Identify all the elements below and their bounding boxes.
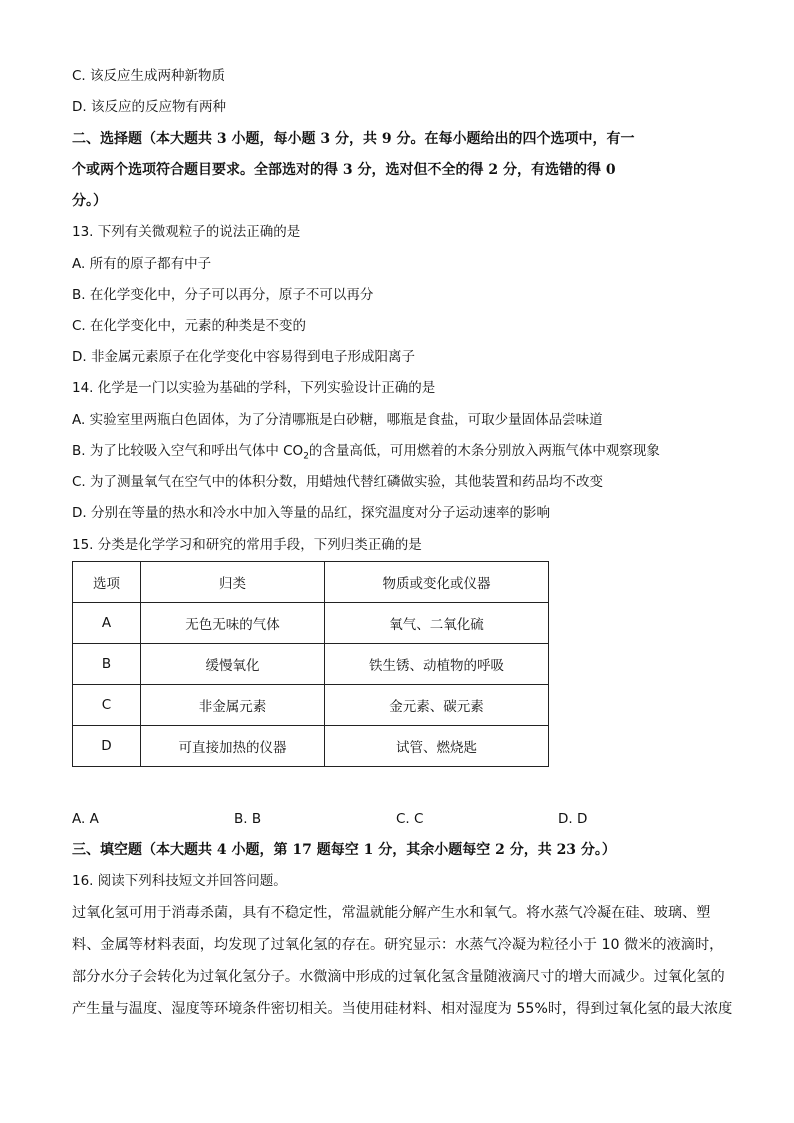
section2-heading-line1: 二、选择题（本大题共 3 小题，每小题 3 分，共 9 分。在每小题给出的四个选项中，有一 bbox=[72, 131, 635, 147]
table-cell: B bbox=[73, 644, 141, 685]
section3-heading: 三、填空题（本大题共 4 小题，第 17 题每空 1 分，其余小题每空 2 分，共 23 分。） bbox=[72, 842, 616, 858]
table-cell: 无色无味的气体 bbox=[141, 603, 325, 644]
table-header-cell: 选项 bbox=[73, 562, 141, 603]
q13-option-c: C. 在化学变化中，元素的种类是不变的 bbox=[72, 318, 307, 334]
q14-option-b-pre: B. 为了比较吸入空气和呼出气体中 CO bbox=[72, 443, 304, 459]
q15-answer-c: C. C bbox=[396, 811, 424, 827]
q13-stem: 13. 下列有关微观粒子的说法正确的是 bbox=[72, 224, 301, 240]
q14-option-c: C. 为了测量氧气在空气中的体积分数，用蜡烛代替红磷做实验，其他装置和药品均不改变 bbox=[72, 474, 604, 490]
q12-option-d: D. 该反应的反应物有两种 bbox=[72, 99, 226, 115]
table-cell: 缓慢氧化 bbox=[141, 644, 325, 685]
passage-line: 产生量与温度、湿度等环境条件密切相关。当使用硅材料、相对湿度为 55%时，得到过氧化氢的最大浓度 bbox=[72, 1001, 733, 1017]
table-row bbox=[73, 603, 549, 644]
section2-heading-line2: 个或两个选项符合题目要求。全部选对的得 3 分，选对但不全的得 2 分，有选错的得 0 bbox=[72, 162, 616, 178]
passage-line: 料、金属等材料表面，均发现了过氧化氢的存在。研究显示：水蒸气冷凝为粒径小于 10 微米的液滴时， bbox=[72, 937, 724, 953]
table-cell: 氧气、二氧化硫 bbox=[325, 603, 549, 644]
table-cell: C bbox=[73, 685, 141, 726]
passage-line: 过氧化氢可用于消毒杀菌，具有不稳定性，常温就能分解产生水和氧气。将水蒸气冷凝在硅、玻璃、塑 bbox=[72, 905, 711, 921]
q14-option-d: D. 分别在等量的热水和冷水中加入等量的品红，探究温度对分子运动速率的影响 bbox=[72, 505, 550, 521]
table-cell: 试管、燃烧匙 bbox=[325, 726, 549, 767]
q14-stem: 14. 化学是一门以实验为基础的学科，下列实验设计正确的是 bbox=[72, 380, 436, 396]
table-row bbox=[73, 726, 549, 767]
q14-option-b bbox=[72, 441, 660, 461]
section2-heading-line3: 分。） bbox=[72, 193, 107, 209]
table-cell: A bbox=[73, 603, 141, 644]
q13-option-d: D. 非金属元素原子在化学变化中容易得到电子形成阳离子 bbox=[72, 349, 415, 365]
q15-answer-a: A. A bbox=[72, 811, 99, 827]
table-cell: 金元素、碳元素 bbox=[325, 685, 549, 726]
table-header-row bbox=[73, 562, 549, 603]
table-cell: 非金属元素 bbox=[141, 685, 325, 726]
q15-answer-b: B. B bbox=[234, 811, 262, 827]
table-cell: D bbox=[73, 726, 141, 767]
co2-subscript: 2 bbox=[303, 451, 309, 462]
classification-table bbox=[72, 561, 549, 767]
q12-option-c: C. 该反应生成两种新物质 bbox=[72, 68, 226, 84]
q13-option-a: A. 所有的原子都有中子 bbox=[72, 256, 212, 272]
q15-answer-d: D. D bbox=[558, 811, 588, 827]
table-cell: 可直接加热的仪器 bbox=[141, 726, 325, 767]
table-header-cell: 归类 bbox=[141, 562, 325, 603]
q15-stem: 15. 分类是化学学习和研究的常用手段，下列归类正确的是 bbox=[72, 537, 422, 553]
table-row bbox=[73, 644, 549, 685]
passage-line: 部分水分子会转化为过氧化氢分子。水微滴中形成的过氧化氢含量随液滴尺寸的增大而减少。过氧化氢的 bbox=[72, 969, 725, 985]
table-row bbox=[73, 685, 549, 726]
table-cell: 铁生锈、动植物的呼吸 bbox=[325, 644, 549, 685]
q14-option-b-post: 的含量高低，可用燃着的木条分别放入两瓶气体中观察现象 bbox=[308, 443, 660, 459]
q14-option-a: A. 实验室里两瓶白色固体，为了分清哪瓶是白砂糖，哪瓶是食盐，可取少量固体品尝味道 bbox=[72, 412, 603, 428]
q13-option-b: B. 在化学变化中，分子可以再分，原子不可以再分 bbox=[72, 287, 374, 303]
q16-stem: 16. 阅读下列科技短文并回答问题。 bbox=[72, 873, 287, 889]
table-header-cell: 物质或变化或仪器 bbox=[325, 562, 549, 603]
